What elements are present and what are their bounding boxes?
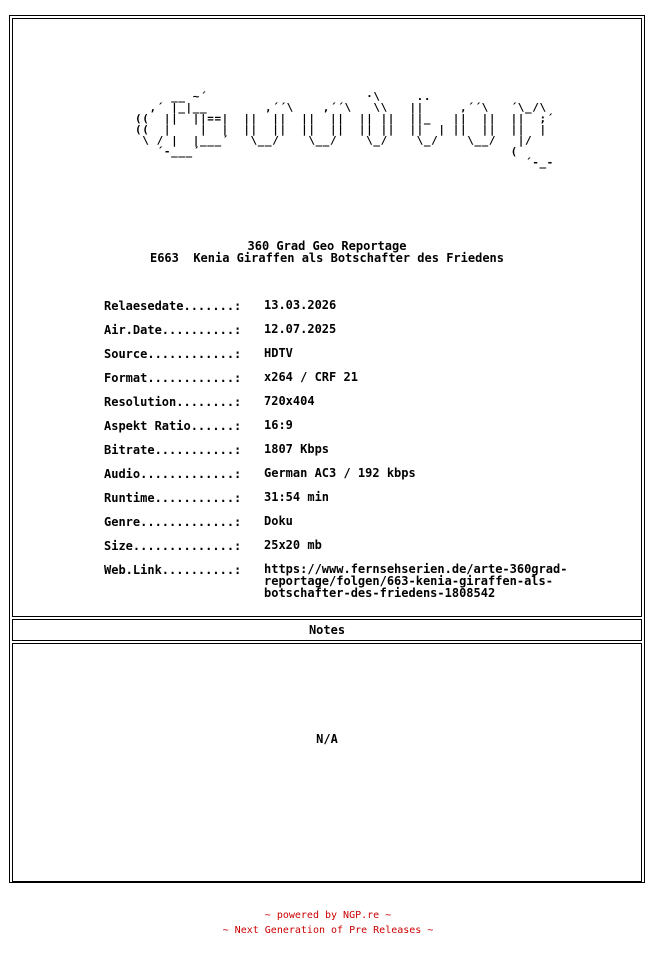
notes-text: N/A	[316, 732, 338, 746]
field-size	[104, 538, 322, 563]
field-label: Format............:	[104, 371, 242, 385]
field-label: Web.Link..........:	[104, 563, 242, 577]
field-format	[104, 370, 358, 395]
field-value: 12.07.2025	[264, 322, 337, 336]
notes-heading: Notes	[12, 619, 642, 641]
field-label: Genre.............:	[104, 515, 242, 529]
episode-title: E663 Kenia Giraffen als Botschafter des Friedens	[149, 251, 504, 265]
field-value: 1807 Kbps	[264, 442, 330, 456]
footer-powered-by: ~ powered by NGP.re ~	[264, 910, 392, 921]
field-release-date	[104, 298, 337, 323]
field-label: Size..............:	[104, 539, 242, 553]
field-resolution	[104, 394, 315, 419]
field-air-date	[104, 322, 337, 347]
web-link-url[interactable]: https://www.fernsehserien.de/arte-360grad- reportage/folgen/663-kenia-giraffen-als- botschafter-des-friedens-1808542	[264, 562, 568, 600]
field-genre	[104, 514, 293, 539]
field-web-link	[104, 562, 568, 600]
field-label: Audio.............:	[104, 467, 242, 481]
show-title: 360 Grad Geo Reportage	[247, 239, 407, 253]
release-info-list	[104, 298, 568, 600]
field-value: German AC3 / 192 kbps	[264, 466, 416, 480]
field-value: 13.03.2026	[264, 298, 337, 312]
footer-credits	[0, 908, 656, 938]
field-label: Relaesedate.......:	[104, 299, 242, 313]
field-label: Bitrate...........:	[104, 443, 242, 457]
field-label: Resolution........:	[104, 395, 242, 409]
nfo-inner-frame	[12, 18, 642, 617]
field-value: x264 / CRF 21	[264, 370, 358, 384]
field-value: HDTV	[264, 346, 293, 360]
footer-tagline: ~ Next Generation of Pre Releases ~	[222, 925, 434, 936]
field-aspect-ratio	[104, 418, 293, 443]
field-value: 16:9	[264, 418, 293, 432]
field-value: Doku	[264, 514, 293, 528]
field-bitrate	[104, 442, 330, 467]
field-label: Source............:	[104, 347, 242, 361]
field-label: Aspekt Ratio......:	[104, 419, 242, 433]
notes-panel	[12, 643, 642, 882]
field-label: Air.Date..........:	[104, 323, 242, 337]
field-value: 720x404	[264, 394, 315, 408]
field-source	[104, 346, 293, 371]
release-title-block	[13, 240, 641, 264]
field-runtime	[104, 490, 330, 515]
group-logo-ascii-art: __ ~´ ·\ .. ,´ |_|__ ,´´\ ,´´\ \\ || ,´´\ ´\_/\ (( || ||==| || || || || || || ||_ || || || ;´ (( | | | || || || || || || || | || || || | \ / | |___´ \__/ \__/ \_/ \_/ \__/ |/ ´-___´ ( ´-_-	[135, 90, 554, 169]
field-value: 31:54 min	[264, 490, 330, 504]
field-label: Runtime...........:	[104, 491, 242, 505]
field-value: 25x20 mb	[264, 538, 322, 552]
field-audio	[104, 466, 416, 491]
